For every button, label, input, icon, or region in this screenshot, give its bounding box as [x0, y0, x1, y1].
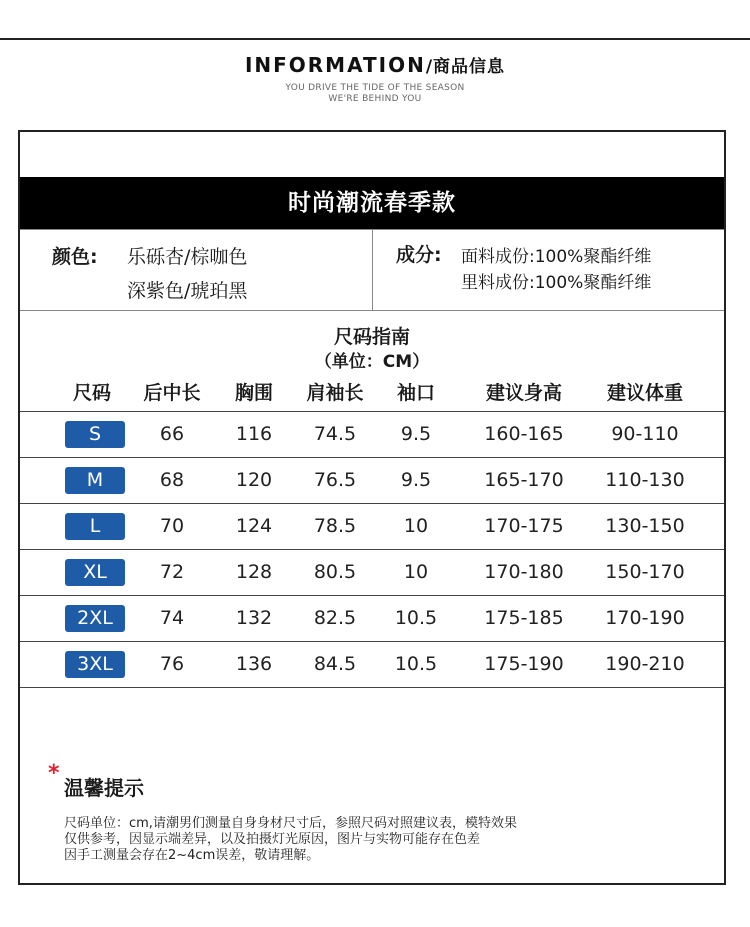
size-table-header [20, 376, 724, 412]
size-guide-title: 尺码指南 [333, 326, 410, 348]
table-row [20, 504, 724, 550]
cell-shoulder-sleeve: 80.5 [313, 561, 357, 583]
top-divider [0, 38, 750, 40]
composition-value-line1: 面料成份:100%聚酯纤维 [461, 247, 652, 267]
cell-weight: 150-170 [605, 561, 685, 583]
tips-asterisk-icon: * [48, 761, 60, 786]
header-shoulder-sleeve: 肩袖长 [306, 382, 364, 404]
cell-shoulder-sleeve: 74.5 [313, 423, 357, 445]
header-title-en: INFORMATION [244, 53, 426, 77]
cell-shoulder-sleeve: 84.5 [313, 653, 357, 675]
table-row [20, 458, 724, 504]
cell-back-length: 74 [159, 607, 185, 629]
info-divider [372, 230, 373, 311]
tips-body [64, 816, 704, 864]
cell-height: 175-185 [484, 607, 564, 629]
color-label: 颜色: [52, 246, 98, 268]
cell-weight: 90-110 [611, 423, 679, 445]
header-subtitle [0, 83, 750, 105]
cell-chest: 124 [235, 515, 273, 537]
cell-weight: 110-130 [605, 469, 685, 491]
cell-cuff: 9.5 [400, 469, 432, 491]
size-table [20, 376, 724, 688]
cell-shoulder-sleeve: 78.5 [313, 515, 357, 537]
cell-weight: 190-210 [605, 653, 685, 675]
cell-height: 175-190 [484, 653, 564, 675]
cell-height: 160-165 [484, 423, 564, 445]
size-badge: XL [65, 559, 125, 586]
size-badge: 2XL [65, 605, 125, 632]
cell-cuff: 10.5 [394, 653, 438, 675]
cell-chest: 120 [235, 469, 273, 491]
cell-back-length: 72 [159, 561, 185, 583]
size-guide-unit: （单位：CM） [314, 352, 430, 372]
composition-label: 成分: [396, 244, 442, 266]
header-cuff: 袖口 [396, 382, 436, 404]
header-title-zh: /商品信息 [425, 57, 506, 77]
cell-height: 170-175 [484, 515, 564, 537]
size-badge: 3XL [65, 651, 125, 678]
cell-weight: 170-190 [605, 607, 685, 629]
table-row [20, 550, 724, 596]
cell-shoulder-sleeve: 82.5 [313, 607, 357, 629]
cell-cuff: 10 [403, 515, 429, 537]
cell-back-length: 66 [159, 423, 185, 445]
header-subtitle-line2: WE'RE BEHIND YOU [328, 94, 422, 104]
size-badge: L [65, 513, 125, 540]
cell-back-length: 76 [159, 653, 185, 675]
composition-value-line2: 里料成份:100%聚酯纤维 [461, 273, 652, 293]
header-subtitle-line1: YOU DRIVE THE TIDE OF THE SEASON [285, 83, 465, 93]
table-row [20, 412, 724, 458]
page-header [0, 52, 750, 105]
cell-chest: 132 [235, 607, 273, 629]
info-card [18, 130, 726, 885]
cell-weight: 130-150 [605, 515, 685, 537]
size-badge: M [65, 467, 125, 494]
cell-cuff: 9.5 [400, 423, 432, 445]
header-height: 建议身高 [485, 382, 563, 404]
size-badge: S [65, 421, 125, 448]
cell-back-length: 68 [159, 469, 185, 491]
tips-line: 尺码单位：cm,请潮男们测量自身身材尺寸后，参照尺码对照建议表，模特效果 [64, 816, 517, 831]
table-row [20, 642, 724, 688]
table-row [20, 596, 724, 642]
header-chest: 胸围 [234, 382, 274, 404]
cell-shoulder-sleeve: 76.5 [313, 469, 357, 491]
header-back-length: 后中长 [143, 382, 201, 404]
cell-chest: 128 [235, 561, 273, 583]
cell-chest: 116 [235, 423, 273, 445]
cell-cuff: 10.5 [394, 607, 438, 629]
cell-back-length: 70 [159, 515, 185, 537]
tips-line: 仅供参考，因显示端差异，以及拍摄灯光原因，图片与实物可能存在色差 [64, 832, 481, 847]
color-value-line2: 深紫色/琥珀黑 [127, 280, 248, 302]
header-size: 尺码 [72, 382, 112, 404]
season-banner: 时尚潮流春季款 [20, 177, 724, 229]
cell-cuff: 10 [403, 561, 429, 583]
color-value-line1: 乐砾杏/棕咖色 [127, 246, 248, 268]
cell-height: 170-180 [484, 561, 564, 583]
tips-title: 温馨提示 [64, 776, 144, 800]
cell-chest: 136 [235, 653, 273, 675]
tips-line: 因手工测量会存在2~4cm误差，敬请理解。 [64, 848, 320, 863]
product-info-row [20, 229, 724, 311]
header-title [0, 52, 750, 77]
header-weight: 建议体重 [606, 382, 684, 404]
cell-height: 165-170 [484, 469, 564, 491]
